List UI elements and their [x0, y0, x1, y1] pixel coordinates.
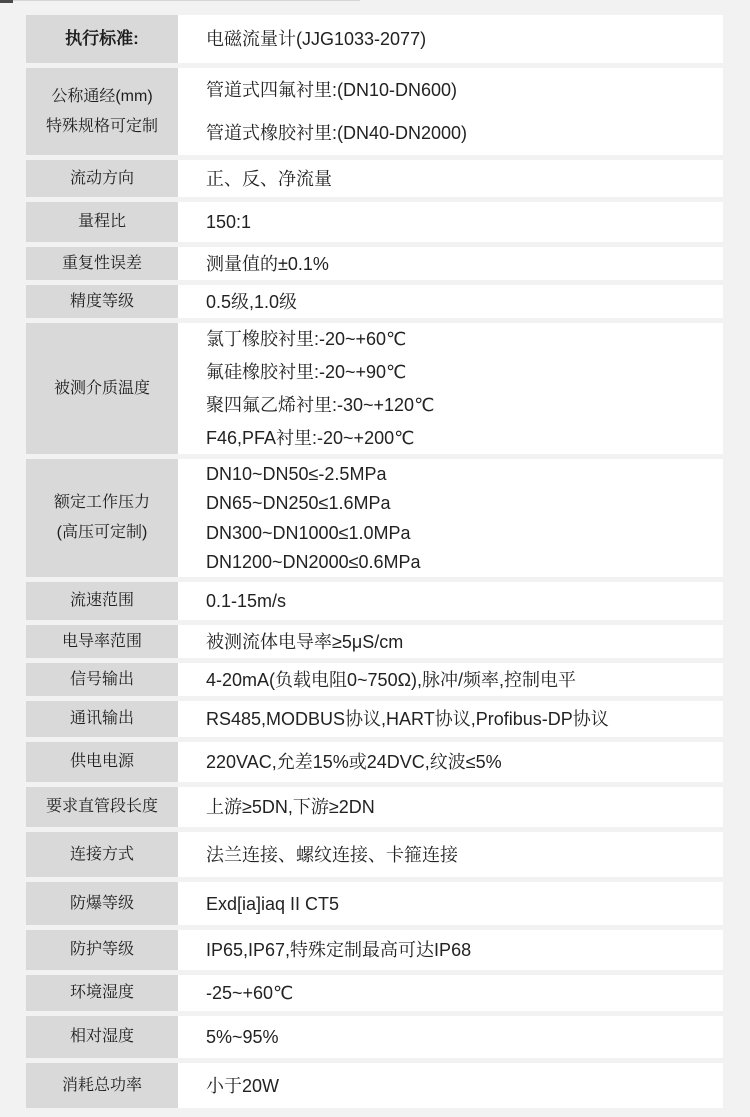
spec-label-cell: [26, 832, 178, 877]
spec-label-text: 连接方式: [69, 845, 134, 863]
table-row: [26, 701, 723, 737]
spec-value-text: 氟硅橡胶衬里:-20~+90℃: [206, 362, 407, 383]
spec-value-text: 法兰连接、螺纹连接、卡箍连接: [206, 844, 458, 865]
spec-value-text: RS485,MODBUS协议,HART协议,Profibus-DP协议: [206, 709, 609, 729]
spec-label-text: 量程比: [77, 213, 126, 230]
spec-value-text: -25~+60℃: [206, 983, 294, 1003]
table-row: [26, 1016, 723, 1058]
spec-label-cell: [26, 160, 178, 197]
spec-value-text: 测量值的±0.1%: [206, 253, 329, 274]
spec-label-text: 要求直管段长度: [45, 798, 158, 815]
spec-value-text: DN65~DN250≤1.6MPa: [206, 493, 391, 514]
spec-label-text: 公称通经(mm): [51, 87, 153, 105]
table-row: [26, 975, 723, 1011]
spec-value-cell: [178, 975, 723, 1011]
table-row: [26, 285, 723, 318]
spec-value-cell: [178, 68, 723, 155]
top-divider-line: [13, 0, 360, 1]
table-row: [26, 323, 723, 454]
spec-label-cell: [26, 459, 178, 577]
spec-label-cell: [26, 930, 178, 970]
spec-label-cell: [26, 663, 178, 696]
spec-value-cell: [178, 930, 723, 970]
table-row: [26, 459, 723, 577]
spec-label-text: 通讯输出: [69, 710, 134, 727]
table-row: [26, 663, 723, 696]
spec-value-cell: [178, 742, 723, 782]
spec-value-text: F46,PFA衬里:-20~+200℃: [206, 427, 415, 448]
spec-label-cell: [26, 882, 178, 925]
table-row: [26, 202, 723, 242]
spec-value-text: 0.1-15m/s: [206, 591, 287, 611]
spec-value-cell: [178, 323, 723, 454]
spec-value-cell: [178, 247, 723, 280]
spec-value-text: 正、反、净流量: [206, 168, 332, 189]
spec-label-text: 防护等级: [69, 941, 134, 958]
spec-label-cell: [26, 975, 178, 1011]
spec-value-text: 电磁流量计(JJG1033-2077): [206, 29, 427, 49]
spec-value-cell: [178, 459, 723, 577]
spec-value-text: Exd[ia]iaq II CT5: [206, 893, 340, 914]
spec-label-text: 信号输出: [69, 670, 134, 688]
table-row: [26, 930, 723, 970]
spec-value-text: 聚四氟乙烯衬里:-30~+120℃: [206, 394, 435, 415]
cropped-element-remnant: [0, 0, 13, 3]
spec-label-cell: [26, 1016, 178, 1058]
spec-label-cell: [26, 285, 178, 318]
spec-table: [26, 15, 723, 1108]
spec-value-text: 上游≥5DN,下游≥2DN: [206, 797, 375, 817]
table-row: [26, 160, 723, 197]
table-row: [26, 882, 723, 925]
spec-value-cell: [178, 1063, 723, 1108]
spec-label-cell: [26, 1063, 178, 1108]
spec-value-text: 220VAC,允差15%或24DVC,纹波≤5%: [206, 752, 502, 772]
spec-value-text: 小于20W: [206, 1075, 280, 1096]
spec-value-cell: [178, 15, 723, 63]
spec-value-cell: [178, 663, 723, 696]
table-row: [26, 1063, 723, 1108]
spec-label-cell: [26, 582, 178, 620]
spec-label-text: 消耗总功率: [61, 1076, 142, 1094]
spec-label-text: 被测介质温度: [53, 379, 150, 397]
spec-label-text: 环境湿度: [69, 984, 134, 1001]
table-row: [26, 742, 723, 782]
spec-label-text: 重复性误差: [61, 254, 142, 272]
spec-label-cell: [26, 68, 178, 155]
spec-value-cell: [178, 160, 723, 197]
table-row: [26, 787, 723, 827]
spec-value-text: 0.5级,1.0级: [206, 291, 298, 312]
spec-value-cell: [178, 582, 723, 620]
spec-value-cell: [178, 625, 723, 658]
table-row: [26, 582, 723, 620]
spec-value-text: DN10~DN50≤-2.5MPa: [206, 463, 387, 484]
spec-label-text: 执行标准:: [65, 29, 139, 48]
spec-value-cell: [178, 701, 723, 737]
spec-label-cell: [26, 787, 178, 827]
spec-value-text: IP65,IP67,特殊定制最高可达IP68: [206, 940, 472, 960]
table-row: [26, 15, 723, 63]
spec-label-text: 额定工作压力: [53, 494, 150, 511]
spec-value-text: 管道式四氟衬里:(DN10-DN600): [206, 79, 458, 100]
spec-label-cell: [26, 625, 178, 658]
spec-value-text: 150:1: [206, 212, 252, 232]
spec-value-cell: [178, 202, 723, 242]
table-row: [26, 832, 723, 877]
spec-value-cell: [178, 832, 723, 877]
spec-value-text: 氯丁橡胶衬里:-20~+60℃: [206, 329, 407, 350]
spec-label-cell: [26, 701, 178, 737]
spec-value-cell: [178, 787, 723, 827]
spec-label-cell: [26, 247, 178, 280]
spec-label-text: 相对湿度: [69, 1028, 134, 1045]
spec-label-cell: [26, 742, 178, 782]
spec-value-text: 5%~95%: [206, 1027, 279, 1047]
spec-label-cell: [26, 15, 178, 63]
table-row: [26, 625, 723, 658]
spec-value-cell: [178, 285, 723, 318]
spec-value-text: 4-20mA(负载电阻0~750Ω),脉冲/频率,控制电平: [206, 669, 577, 690]
table-row: [26, 247, 723, 280]
spec-value-cell: [178, 1016, 723, 1058]
spec-value-text: 管道式橡胶衬里:(DN40-DN2000): [206, 123, 468, 144]
spec-label-text: 电导率范围: [61, 632, 142, 650]
spec-value-text: DN1200~DN2000≤0.6MPa: [206, 552, 421, 573]
spec-value-cell: [178, 882, 723, 925]
spec-label-text: 特殊规格可定制: [45, 117, 158, 135]
spec-label-cell: [26, 202, 178, 242]
table-row: [26, 68, 723, 155]
spec-label-cell: [26, 323, 178, 454]
spec-value-text: DN300~DN1000≤1.0MPa: [206, 522, 411, 543]
spec-label-text: 防爆等级: [69, 894, 134, 912]
spec-label-text: (高压可定制): [56, 524, 148, 541]
spec-label-text: 流速范围: [69, 592, 134, 609]
spec-label-text: 流动方向: [69, 169, 134, 187]
spec-label-text: 供电电源: [69, 753, 134, 770]
spec-value-text: 被测流体电导率≥5μS/cm: [206, 631, 404, 652]
spec-label-text: 精度等级: [69, 292, 134, 310]
